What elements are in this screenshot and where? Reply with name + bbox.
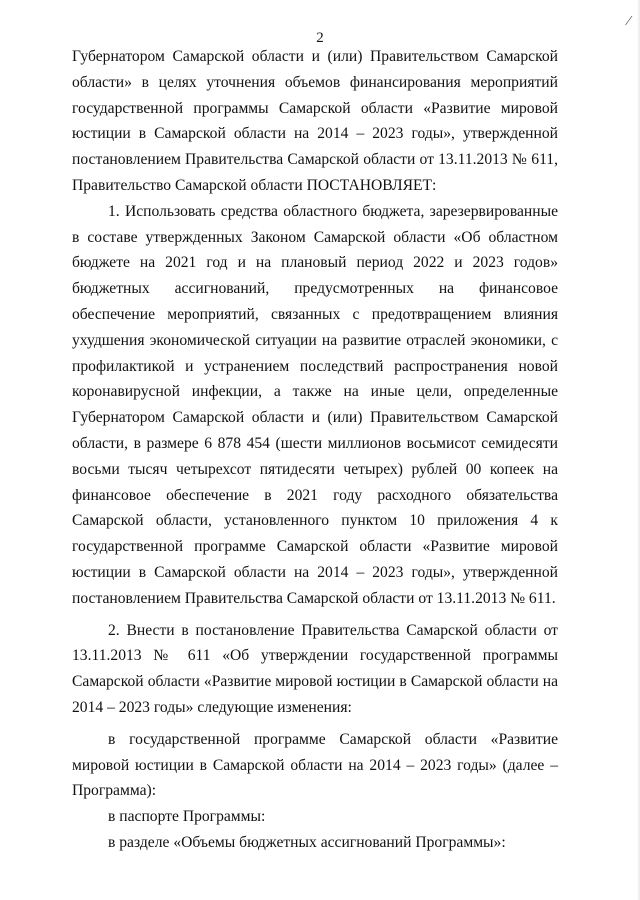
paragraph-program-changes: в государственной программе Самарской области «Развитие мировой юстиции в Самарской области на 2014 – 2023 годы» (далее – Программа): <box>72 730 558 800</box>
page-number: 2 <box>316 30 324 46</box>
paragraph-clause-1: 1. Использовать средства областного бюджета, зарезервированные в составе утвержденных Законом Самарской области «Об областном бюджете на 2021 год и на плановый период 2022 и 2023 годов» бюджетных ассигнований, предусмотренных на финансовое обеспечение мероприятий, связанных с предотвращением влияния ухудшения экономической ситуации на развитие отраслей экономики, с профилактикой и устранением последствий распространения новой коронавирусной инфекции, а также на иные цели, определенные Губернатором Самарской области и (или) Правительством Самарской области, в размере 6 878 454 (шести миллионов восьмисот семидесяти восьми тысяч четырехсот пятидесяти четырех) рублей 00 копеек на финансовое обеспечение в 2021 году расходного обязательства Самарской области, установленного пунктом 10 приложения 4 к государственной программе Самарской области «Развитие мировой юстиции в Самарской области на 2014 – 2023 годы», утвержденной постановлением Правительства Самарской области от 13.11.2013 № 611. <box>72 202 558 607</box>
paragraph-clause-2: 2. Внести в постановление Правительства Самарской области от 13.11.2013 № 611 «Об утверждении государственной программы Самарской области «Развитие мировой юстиции в Самарской области на 2014 – 2023 годы» следующие изменения: <box>72 621 558 716</box>
paragraph-program-passport: в паспорте Программы: <box>108 808 266 826</box>
scan-edge-mark: ∕ <box>627 14 630 29</box>
document-body <box>72 44 558 856</box>
paragraph-preamble-continuation: Губернатором Самарской области и (или) Правительством Самарской области» в целях уточнения объемов финансирования мероприятий государственной программы Самарской области «Развитие мировой юстиции в Самарской области на 2014 – 2023 годы», утвержденной постановлением Правительства Самарской области от 13.11.2013 № 611, Правительство Самарской области ПОСТАНОВЛЯЕТ: <box>72 48 558 194</box>
paragraph-budget-section: в разделе «Объемы бюджетных ассигнований Программы»: <box>108 833 506 851</box>
